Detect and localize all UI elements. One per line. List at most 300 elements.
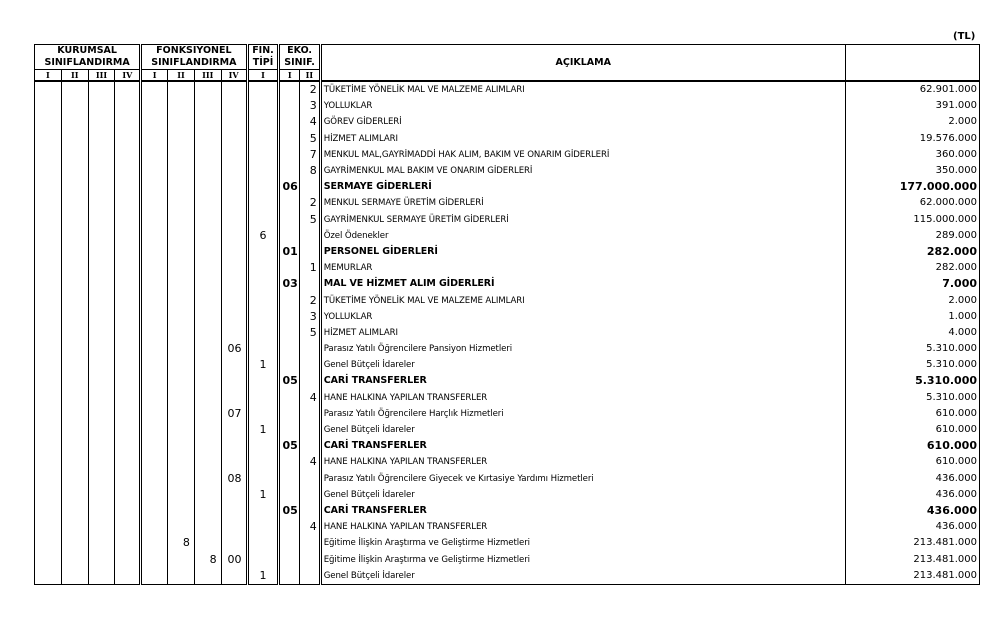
cell-k1 xyxy=(35,195,62,211)
cell-f1 xyxy=(141,179,168,195)
cell-k1 xyxy=(35,163,62,179)
cell-e2: 4 xyxy=(300,519,321,535)
cell-desc: Genel Bütçeli İdareler xyxy=(320,487,845,503)
cell-f2 xyxy=(168,81,195,98)
cell-f2 xyxy=(168,114,195,130)
cell-f1 xyxy=(141,357,168,373)
cell-f1 xyxy=(141,551,168,567)
cell-amount: 436.000 xyxy=(845,471,979,487)
cell-k4 xyxy=(115,422,141,438)
cell-f2 xyxy=(168,179,195,195)
table-row xyxy=(35,244,980,260)
cell-fin xyxy=(247,131,279,147)
cell-f4 xyxy=(221,292,247,308)
cell-f2 xyxy=(168,487,195,503)
cell-k4 xyxy=(115,519,141,535)
cell-f1 xyxy=(141,487,168,503)
cell-f2 xyxy=(168,373,195,389)
cell-f4 xyxy=(221,147,247,163)
sub-kurumsal-3: III xyxy=(88,70,115,82)
cell-f4 xyxy=(221,98,247,114)
cell-f1 xyxy=(141,406,168,422)
cell-fin xyxy=(247,373,279,389)
cell-k4 xyxy=(115,244,141,260)
cell-e1 xyxy=(279,98,300,114)
cell-amount: 5.310.000 xyxy=(845,373,979,389)
cell-fin xyxy=(247,309,279,325)
cell-e2: 2 xyxy=(300,195,321,211)
cell-f4 xyxy=(221,244,247,260)
table-row xyxy=(35,357,980,373)
cell-k2 xyxy=(61,163,88,179)
cell-f1 xyxy=(141,244,168,260)
budget-table xyxy=(34,44,980,585)
table-row xyxy=(35,195,980,211)
header-amount xyxy=(845,45,979,82)
cell-f3 xyxy=(194,422,221,438)
cell-k2 xyxy=(61,98,88,114)
cell-f2 xyxy=(168,309,195,325)
cell-k3 xyxy=(88,487,115,503)
cell-desc: Parasız Yatılı Öğrencilere Giyecek ve Kırtasiye Yardımı Hizmetleri xyxy=(320,471,845,487)
cell-desc: Eğitime İlişkin Araştırma ve Geliştirme Hizmetleri xyxy=(320,535,845,551)
cell-f1 xyxy=(141,325,168,341)
cell-f3 xyxy=(194,357,221,373)
table-row xyxy=(35,212,980,228)
cell-k2 xyxy=(61,81,88,98)
cell-e1 xyxy=(279,81,300,98)
cell-desc: Genel Bütçeli İdareler xyxy=(320,357,845,373)
cell-f4 xyxy=(221,212,247,228)
table-row xyxy=(35,131,980,147)
cell-desc: GÖREV GİDERLERİ xyxy=(320,114,845,130)
cell-k4 xyxy=(115,309,141,325)
cell-k2 xyxy=(61,131,88,147)
cell-k2 xyxy=(61,147,88,163)
cell-fin xyxy=(247,212,279,228)
cell-f2 xyxy=(168,390,195,406)
cell-amount: 213.481.000 xyxy=(845,568,979,585)
cell-e1: 03 xyxy=(279,276,300,292)
cell-amount: 360.000 xyxy=(845,147,979,163)
cell-f3 xyxy=(194,195,221,211)
cell-k2 xyxy=(61,471,88,487)
cell-k3 xyxy=(88,195,115,211)
cell-f2 xyxy=(168,551,195,567)
cell-f3 xyxy=(194,147,221,163)
cell-amount: 282.000 xyxy=(845,244,979,260)
cell-f2 xyxy=(168,454,195,470)
cell-f3 xyxy=(194,98,221,114)
cell-k2 xyxy=(61,325,88,341)
cell-k4 xyxy=(115,390,141,406)
cell-k4 xyxy=(115,81,141,98)
cell-desc: TÜKETİME YÖNELİK MAL VE MALZEME ALIMLARI xyxy=(320,81,845,98)
cell-f3 xyxy=(194,212,221,228)
cell-desc: Parasız Yatılı Öğrencilere Harçlık Hizmetleri xyxy=(320,406,845,422)
cell-k2 xyxy=(61,341,88,357)
cell-desc: MEMURLAR xyxy=(320,260,845,276)
cell-k1 xyxy=(35,406,62,422)
cell-k2 xyxy=(61,390,88,406)
cell-amount: 282.000 xyxy=(845,260,979,276)
cell-f3 xyxy=(194,81,221,98)
cell-e1 xyxy=(279,454,300,470)
cell-k2 xyxy=(61,212,88,228)
table-row xyxy=(35,228,980,244)
cell-f1 xyxy=(141,131,168,147)
cell-k3 xyxy=(88,357,115,373)
cell-f3 xyxy=(194,568,221,585)
cell-amount: 436.000 xyxy=(845,503,979,519)
cell-e2 xyxy=(300,535,321,551)
cell-fin xyxy=(247,98,279,114)
cell-k4 xyxy=(115,260,141,276)
cell-fin xyxy=(247,471,279,487)
cell-k3 xyxy=(88,292,115,308)
cell-amount: 289.000 xyxy=(845,228,979,244)
cell-k3 xyxy=(88,551,115,567)
cell-f4 xyxy=(221,503,247,519)
cell-e2: 4 xyxy=(300,390,321,406)
cell-k2 xyxy=(61,373,88,389)
cell-e2 xyxy=(300,341,321,357)
cell-f1 xyxy=(141,276,168,292)
cell-e1 xyxy=(279,147,300,163)
cell-k3 xyxy=(88,373,115,389)
cell-e2 xyxy=(300,551,321,567)
cell-e1 xyxy=(279,341,300,357)
cell-f4: 06 xyxy=(221,341,247,357)
sub-kurumsal-2: II xyxy=(61,70,88,82)
cell-f1 xyxy=(141,503,168,519)
table-row xyxy=(35,373,980,389)
cell-f3 xyxy=(194,406,221,422)
cell-amount: 610.000 xyxy=(845,406,979,422)
sub-fonksiyonel-3: III xyxy=(194,70,221,82)
cell-e2: 7 xyxy=(300,147,321,163)
cell-k3 xyxy=(88,422,115,438)
table-row xyxy=(35,276,980,292)
cell-k1 xyxy=(35,487,62,503)
table-row xyxy=(35,422,980,438)
cell-k2 xyxy=(61,551,88,567)
cell-k1 xyxy=(35,551,62,567)
cell-e1: 01 xyxy=(279,244,300,260)
cell-f3 xyxy=(194,341,221,357)
cell-f2 xyxy=(168,422,195,438)
sub-kurumsal-1: I xyxy=(35,70,62,82)
cell-f4 xyxy=(221,195,247,211)
cell-f2 xyxy=(168,228,195,244)
cell-k3 xyxy=(88,179,115,195)
cell-k2 xyxy=(61,195,88,211)
cell-amount: 177.000.000 xyxy=(845,179,979,195)
cell-f4: 00 xyxy=(221,551,247,567)
cell-f3 xyxy=(194,390,221,406)
cell-k1 xyxy=(35,568,62,585)
cell-k4 xyxy=(115,163,141,179)
cell-e1 xyxy=(279,406,300,422)
cell-amount: 213.481.000 xyxy=(845,535,979,551)
cell-desc: Genel Bütçeli İdareler xyxy=(320,568,845,585)
table-row xyxy=(35,147,980,163)
cell-k3 xyxy=(88,276,115,292)
cell-k4 xyxy=(115,438,141,454)
cell-f3 xyxy=(194,309,221,325)
cell-k4 xyxy=(115,114,141,130)
cell-k1 xyxy=(35,341,62,357)
cell-amount: 610.000 xyxy=(845,454,979,470)
cell-k3 xyxy=(88,390,115,406)
cell-desc: GAYRİMENKUL MAL BAKIM VE ONARIM GİDERLERİ xyxy=(320,163,845,179)
cell-f4 xyxy=(221,276,247,292)
cell-fin xyxy=(247,551,279,567)
cell-k4 xyxy=(115,228,141,244)
cell-k1 xyxy=(35,147,62,163)
cell-f2 xyxy=(168,131,195,147)
cell-k4 xyxy=(115,179,141,195)
cell-desc: Eğitime İlişkin Araştırma ve Geliştirme Hizmetleri xyxy=(320,551,845,567)
cell-k3 xyxy=(88,98,115,114)
cell-desc: HİZMET ALIMLARI xyxy=(320,131,845,147)
cell-k2 xyxy=(61,228,88,244)
header-fin-tipi: FİN. TİPİ xyxy=(247,45,279,70)
cell-k1 xyxy=(35,276,62,292)
cell-desc: CARİ TRANSFERLER xyxy=(320,503,845,519)
cell-f2 xyxy=(168,260,195,276)
table-row xyxy=(35,551,980,567)
cell-f3 xyxy=(194,228,221,244)
cell-e2: 5 xyxy=(300,212,321,228)
cell-k1 xyxy=(35,422,62,438)
table-row xyxy=(35,535,980,551)
cell-e1: 05 xyxy=(279,503,300,519)
cell-e2 xyxy=(300,276,321,292)
cell-f1 xyxy=(141,81,168,98)
cell-f2 xyxy=(168,471,195,487)
cell-f3 xyxy=(194,503,221,519)
cell-e1 xyxy=(279,487,300,503)
cell-f1 xyxy=(141,309,168,325)
cell-k4 xyxy=(115,454,141,470)
cell-f4 xyxy=(221,228,247,244)
cell-k3 xyxy=(88,406,115,422)
cell-f2 xyxy=(168,503,195,519)
table-row xyxy=(35,568,980,585)
cell-k3 xyxy=(88,535,115,551)
cell-e2 xyxy=(300,471,321,487)
cell-k1 xyxy=(35,81,62,98)
cell-f1 xyxy=(141,454,168,470)
cell-f1 xyxy=(141,390,168,406)
cell-k3 xyxy=(88,309,115,325)
cell-f1 xyxy=(141,422,168,438)
cell-e1 xyxy=(279,551,300,567)
cell-desc: PERSONEL GİDERLERİ xyxy=(320,244,845,260)
table-row xyxy=(35,98,980,114)
cell-desc: MENKUL MAL,GAYRİMADDİ HAK ALIM, BAKIM VE ONARIM GİDERLERİ xyxy=(320,147,845,163)
cell-f4 xyxy=(221,357,247,373)
cell-k2 xyxy=(61,244,88,260)
cell-e2 xyxy=(300,406,321,422)
cell-f4 xyxy=(221,325,247,341)
cell-k4 xyxy=(115,373,141,389)
cell-k1 xyxy=(35,373,62,389)
table-row xyxy=(35,325,980,341)
cell-amount: 391.000 xyxy=(845,98,979,114)
cell-f3 xyxy=(194,163,221,179)
cell-desc: TÜKETİME YÖNELİK MAL VE MALZEME ALIMLARI xyxy=(320,292,845,308)
cell-fin: 1 xyxy=(247,357,279,373)
table-row xyxy=(35,503,980,519)
cell-k1 xyxy=(35,325,62,341)
cell-k4 xyxy=(115,292,141,308)
cell-k4 xyxy=(115,551,141,567)
cell-amount: 610.000 xyxy=(845,422,979,438)
cell-k3 xyxy=(88,454,115,470)
cell-f2 xyxy=(168,325,195,341)
cell-k4 xyxy=(115,195,141,211)
cell-k3 xyxy=(88,114,115,130)
cell-fin xyxy=(247,163,279,179)
cell-fin xyxy=(247,535,279,551)
cell-f2 xyxy=(168,519,195,535)
cell-f2 xyxy=(168,98,195,114)
cell-amount: 115.000.000 xyxy=(845,212,979,228)
table-body xyxy=(35,81,980,584)
cell-f1 xyxy=(141,212,168,228)
cell-fin: 1 xyxy=(247,422,279,438)
cell-f1 xyxy=(141,438,168,454)
cell-e1: 05 xyxy=(279,438,300,454)
cell-f1 xyxy=(141,292,168,308)
cell-f1 xyxy=(141,341,168,357)
cell-f1 xyxy=(141,163,168,179)
sub-fonksiyonel-2: II xyxy=(168,70,195,82)
cell-k3 xyxy=(88,131,115,147)
cell-k1 xyxy=(35,309,62,325)
cell-f1 xyxy=(141,195,168,211)
cell-f4 xyxy=(221,519,247,535)
cell-e2 xyxy=(300,568,321,585)
cell-fin xyxy=(247,341,279,357)
cell-desc: HANE HALKINA YAPILAN TRANSFERLER xyxy=(320,390,845,406)
cell-f4: 07 xyxy=(221,406,247,422)
cell-e2 xyxy=(300,487,321,503)
cell-e2: 3 xyxy=(300,309,321,325)
cell-amount: 2.000 xyxy=(845,114,979,130)
cell-k4 xyxy=(115,276,141,292)
cell-e2: 8 xyxy=(300,163,321,179)
cell-f3 xyxy=(194,292,221,308)
cell-e1 xyxy=(279,260,300,276)
cell-f1 xyxy=(141,228,168,244)
cell-amount: 2.000 xyxy=(845,292,979,308)
cell-f1 xyxy=(141,535,168,551)
cell-e1 xyxy=(279,228,300,244)
cell-f1 xyxy=(141,147,168,163)
header-fonksiyonel: FONKSİYONEL SINIFLANDIRMA xyxy=(141,45,247,70)
cell-k4 xyxy=(115,325,141,341)
table-row xyxy=(35,471,980,487)
cell-e1 xyxy=(279,212,300,228)
cell-amount: 5.310.000 xyxy=(845,357,979,373)
cell-e2 xyxy=(300,422,321,438)
cell-k1 xyxy=(35,503,62,519)
table-row xyxy=(35,179,980,195)
table-row xyxy=(35,163,980,179)
cell-k2 xyxy=(61,292,88,308)
cell-k4 xyxy=(115,406,141,422)
cell-f1 xyxy=(141,471,168,487)
cell-amount: 7.000 xyxy=(845,276,979,292)
cell-fin xyxy=(247,147,279,163)
cell-f2 xyxy=(168,212,195,228)
cell-k3 xyxy=(88,81,115,98)
cell-desc: YOLLUKLAR xyxy=(320,309,845,325)
cell-fin xyxy=(247,276,279,292)
cell-f3 xyxy=(194,454,221,470)
cell-e1 xyxy=(279,535,300,551)
cell-fin: 1 xyxy=(247,487,279,503)
table-row xyxy=(35,292,980,308)
cell-k2 xyxy=(61,438,88,454)
cell-k2 xyxy=(61,422,88,438)
cell-amount: 610.000 xyxy=(845,438,979,454)
cell-desc: MENKUL SERMAYE ÜRETİM GİDERLERİ xyxy=(320,195,845,211)
cell-k3 xyxy=(88,341,115,357)
cell-fin xyxy=(247,81,279,98)
cell-f4 xyxy=(221,454,247,470)
cell-k3 xyxy=(88,438,115,454)
cell-k4 xyxy=(115,212,141,228)
cell-k3 xyxy=(88,244,115,260)
cell-k3 xyxy=(88,568,115,585)
cell-f2 xyxy=(168,163,195,179)
cell-f4 xyxy=(221,568,247,585)
sub-kurumsal-4: IV xyxy=(115,70,141,82)
cell-f3 xyxy=(194,260,221,276)
cell-k4 xyxy=(115,535,141,551)
table-row xyxy=(35,406,980,422)
cell-fin xyxy=(247,195,279,211)
sub-fin-1: I xyxy=(247,70,279,82)
cell-fin xyxy=(247,260,279,276)
cell-e1: 05 xyxy=(279,373,300,389)
cell-f3 xyxy=(194,487,221,503)
cell-k1 xyxy=(35,114,62,130)
cell-fin xyxy=(247,406,279,422)
cell-k4 xyxy=(115,131,141,147)
cell-k4 xyxy=(115,357,141,373)
cell-e2: 5 xyxy=(300,325,321,341)
cell-f4 xyxy=(221,131,247,147)
cell-k3 xyxy=(88,228,115,244)
cell-f4 xyxy=(221,422,247,438)
cell-fin xyxy=(247,438,279,454)
cell-k3 xyxy=(88,471,115,487)
cell-amount: 5.310.000 xyxy=(845,390,979,406)
cell-k1 xyxy=(35,471,62,487)
cell-e2 xyxy=(300,357,321,373)
cell-k1 xyxy=(35,131,62,147)
cell-f4 xyxy=(221,438,247,454)
cell-e2: 4 xyxy=(300,454,321,470)
cell-f1 xyxy=(141,568,168,585)
cell-k2 xyxy=(61,454,88,470)
cell-k1 xyxy=(35,535,62,551)
